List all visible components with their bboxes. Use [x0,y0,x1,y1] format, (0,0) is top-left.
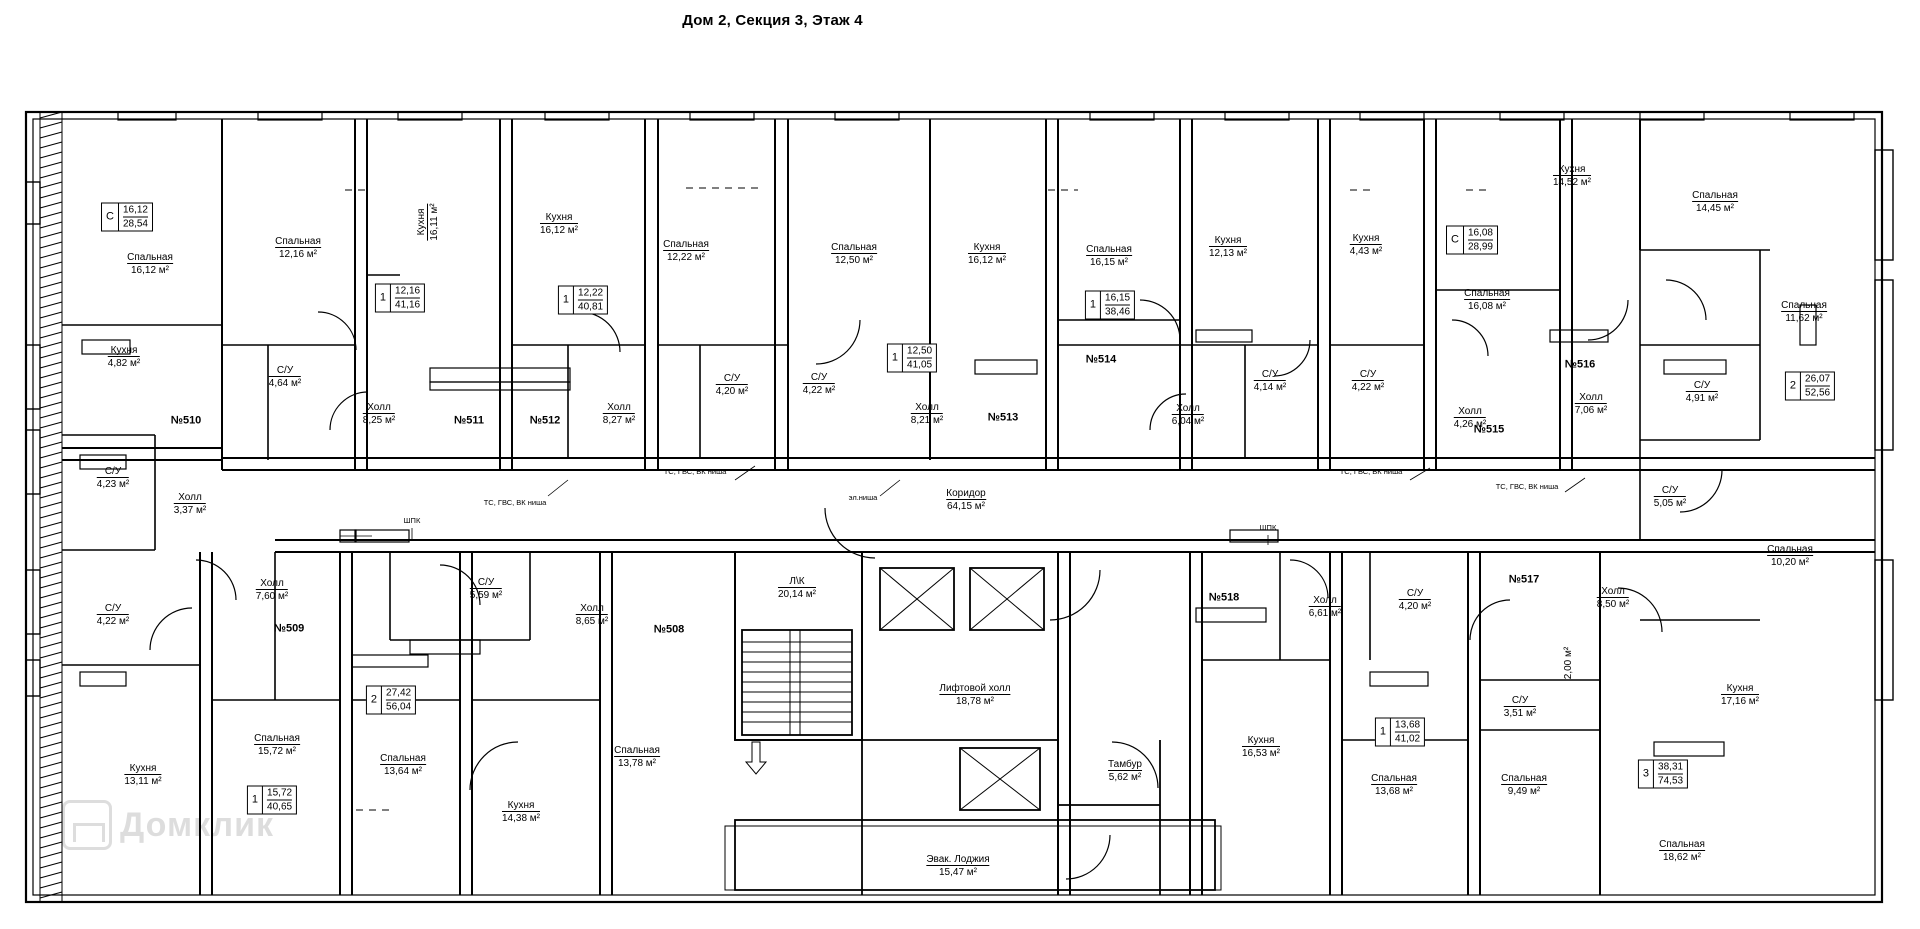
room-name: Холл [1313,595,1337,606]
room-area: 18,78 м² [939,694,1010,707]
room-area: 4,26 м² [1453,419,1487,430]
unit-total-area: 40,65 [267,801,293,813]
room-area: 16,12 м² [539,225,579,236]
room-area: 6,04 м² [1171,416,1205,427]
room-area: 13,11 м² [124,776,162,787]
unit-room-count: C [102,204,119,231]
room-name: С/У [1661,485,1679,496]
room-name: С/У [1406,588,1424,599]
room-name: С/У [810,372,828,383]
room-name: Спальная [254,733,300,744]
unit-area-badge[interactable] [1785,372,1835,401]
room-area: 11,62 м² [1781,311,1827,324]
unit-living-area: 27,42 [386,687,412,699]
room-area: 20,14 м² [777,589,817,600]
room-name: Кухня [129,763,157,774]
room-area: 5,59 м² [469,590,503,601]
unit-room-count: 2 [1786,373,1801,400]
room-name: Кухня [1558,164,1586,175]
unit-number[interactable]: №511 [453,414,485,427]
room-area: 8,50 м² [1596,599,1630,610]
unit-living-area: 16,08 [1467,227,1493,239]
room-area: 4,22 м² [802,385,836,396]
unit-total-area: 40,81 [578,301,604,313]
unit-number[interactable]: №515 [1473,423,1505,436]
room-name: С/У [1693,380,1711,391]
room-area: 18,62 м² [1659,850,1705,863]
room-area: 13,78 м² [614,756,660,769]
room-area: 12,50 м² [831,253,877,266]
unit-total-area: 38,46 [1105,306,1131,318]
room-name: С/У [276,365,294,376]
unit-room-count: 2 [367,687,382,714]
room-area: 13,68 м² [1371,784,1417,797]
unit-room-count: 1 [1376,719,1391,746]
room-name: Тамбур [1108,759,1142,770]
unit-living-area: 16,12 [122,204,148,216]
room-name: Холл [607,402,631,413]
room-area: 6,61 м² [1308,608,1342,619]
unit-area-badge[interactable] [101,203,153,232]
unit-total-area: 56,04 [386,701,412,713]
technical-annotation: эл.ниша [848,492,878,502]
room-area: 8,27 м² [602,415,636,426]
room-area: 4,23 м² [96,479,130,490]
unit-number[interactable]: №509 [273,622,305,635]
room-area: 4,82 м² [107,358,141,369]
unit-room-count: 1 [888,345,903,372]
room-name: Спальная [127,252,173,263]
room-area: 12,13 м² [1208,248,1248,259]
technical-annotation: ТС, ГВС, ВК ниша [663,466,727,476]
unit-room-count: 1 [376,285,391,312]
room-name: Холл [1579,392,1603,403]
room-area: 7,06 м² [1574,405,1608,416]
room-name: С/У [104,466,122,477]
room-area: 4,22 м² [96,616,130,627]
technical-annotation: ШПК [1259,522,1277,532]
room-name: Спальная [1781,300,1827,311]
unit-total-area: 28,54 [122,218,148,230]
room-name: Спальная [380,753,426,764]
unit-number[interactable]: №516 [1564,358,1596,371]
room-area: 14,38 м² [501,813,541,824]
room-name: Спальная [614,745,660,756]
technical-annotation: ТС, ГВС, ВК ниша [1495,481,1559,491]
room-name: Кухня [110,345,138,356]
room-area: 15,47 м² [926,865,989,878]
unit-living-area: 13,68 [1395,719,1421,731]
room-area: 5,05 м² [1653,498,1687,509]
room-area: 3,51 м² [1503,708,1537,719]
unit-total-area: 41,16 [395,299,421,311]
room-name: Холл [915,402,939,413]
room-area: 14,52 м² [1552,177,1592,188]
room-name: Холл [1176,403,1200,414]
room-name: Кухня [416,208,427,236]
unit-area-badge[interactable] [1638,760,1688,789]
room-area: 4,22 м² [1351,382,1385,393]
room-area: 10,20 м² [1767,555,1813,568]
room-area: 2,00 м² [1563,646,1574,680]
unit-number[interactable]: №513 [987,411,1019,424]
room-area: 12,22 м² [663,250,709,263]
watermark-text: Домклик [120,805,275,844]
room-name: С/У [1261,369,1279,380]
room-name: С/У [477,577,495,588]
unit-area-badge[interactable] [375,284,425,313]
unit-total-area: 74,53 [1658,775,1684,787]
room-area: 16,12 м² [127,263,173,276]
room-area: 14,45 м² [1692,201,1738,214]
room-area: 3,37 м² [173,505,207,516]
room-area: 8,65 м² [575,616,609,627]
room-name: Спальная [663,239,709,250]
room-name: Кухня [1726,683,1754,694]
room-area: 4,20 м² [1398,601,1432,612]
room-area: 16,15 м² [1086,255,1132,268]
room-name: Спальная [831,242,877,253]
unit-area-badge[interactable] [887,344,937,373]
room-area: 8,25 м² [362,415,396,426]
room-name: Кухня [545,212,573,223]
room-name: Кухня [973,242,1001,253]
unit-room-count: 1 [559,287,574,314]
unit-area-badge[interactable] [558,286,608,315]
unit-room-count: C [1447,227,1464,254]
unit-area-badge[interactable] [1446,226,1498,255]
room-name: С/У [723,373,741,384]
room-name: Спальная [275,236,321,247]
room-name: Холл [260,578,284,589]
room-area: 13,64 м² [380,764,426,777]
technical-annotation: ТС, ГВС, ВК ниша [1339,466,1403,476]
room-name: Кухня [1352,233,1380,244]
room-name: Л\К [789,576,805,587]
room-name: Эвак. Лоджия [926,854,990,865]
room-area: 7,60 м² [255,591,289,602]
unit-area-badge[interactable] [366,686,416,715]
unit-number[interactable]: №510 [170,414,202,427]
unit-total-area: 28,99 [1467,241,1493,253]
room-area: 64,15 м² [946,501,985,512]
room-area: 4,64 м² [268,378,302,389]
room-area: 16,11 м² [429,203,440,241]
unit-area-badge[interactable] [1375,718,1425,747]
room-area: 16,53 м² [1241,748,1281,759]
room-area: 4,43 м² [1349,246,1383,257]
unit-living-area: 12,16 [395,285,421,297]
room-area: 8,21 м² [910,415,944,426]
unit-total-area: 52,56 [1805,387,1831,399]
unit-number[interactable]: №508 [653,623,685,636]
unit-room-count: 1 [1086,292,1101,319]
room-name: Лифтовой холл [939,683,1011,694]
unit-living-area: 38,31 [1658,761,1684,773]
unit-area-badge[interactable] [247,786,297,815]
unit-living-area: 15,72 [267,787,293,799]
room-name: С/У [1511,695,1529,706]
room-area: 4,91 м² [1685,393,1719,404]
room-name: Спальная [1501,773,1547,784]
unit-total-area: 41,02 [1395,733,1421,745]
room-name: Холл [367,402,391,413]
room-name: Спальная [1692,190,1738,201]
technical-annotation: ШПК [403,515,421,525]
unit-area-badge[interactable] [1085,291,1135,320]
room-name: Спальная [1086,244,1132,255]
unit-total-area: 41,05 [907,359,933,371]
technical-annotation: ТС, ГВС, ВК ниша [483,497,547,507]
unit-living-area: 12,22 [578,287,604,299]
room-name: Спальная [1371,773,1417,784]
room-name: Холл [1601,586,1625,597]
room-name: С/У [104,603,122,614]
unit-number[interactable]: №512 [529,414,561,427]
room-name: Кухня [1247,735,1275,746]
unit-living-area: 16,15 [1105,292,1131,304]
room-area: 15,72 м² [254,744,300,757]
room-name: Кухня [1214,235,1242,246]
unit-room-count: 3 [1639,761,1654,788]
unit-living-area: 26,07 [1805,373,1831,385]
unit-room-count: 1 [248,787,263,814]
room-name: Спальная [1464,288,1510,299]
room-name: Спальная [1767,544,1813,555]
room-area: 5,62 м² [1108,772,1142,783]
room-name: Кухня [507,800,535,811]
unit-number[interactable]: №517 [1508,573,1540,586]
room-area: 17,16 м² [1720,696,1760,707]
unit-number[interactable]: №514 [1085,353,1117,366]
unit-living-area: 12,50 [907,345,933,357]
room-name: Холл [178,492,202,503]
room-name: Холл [580,603,604,614]
unit-number[interactable]: №518 [1208,591,1240,604]
room-area: 4,20 м² [715,386,749,397]
room-area: 4,14 м² [1253,382,1287,393]
room-name: Спальная [1659,839,1705,850]
room-area: 9,49 м² [1501,784,1547,797]
room-area: 16,08 м² [1464,299,1510,312]
page-title: Дом 2, Секция 3, Этаж 4 [682,12,863,29]
room-area: 16,12 м² [967,255,1007,266]
room-name: Коридор [946,488,986,499]
room-name: С/У [1359,369,1377,380]
room-name: Холл [1458,406,1482,417]
room-area: 12,16 м² [275,247,321,260]
